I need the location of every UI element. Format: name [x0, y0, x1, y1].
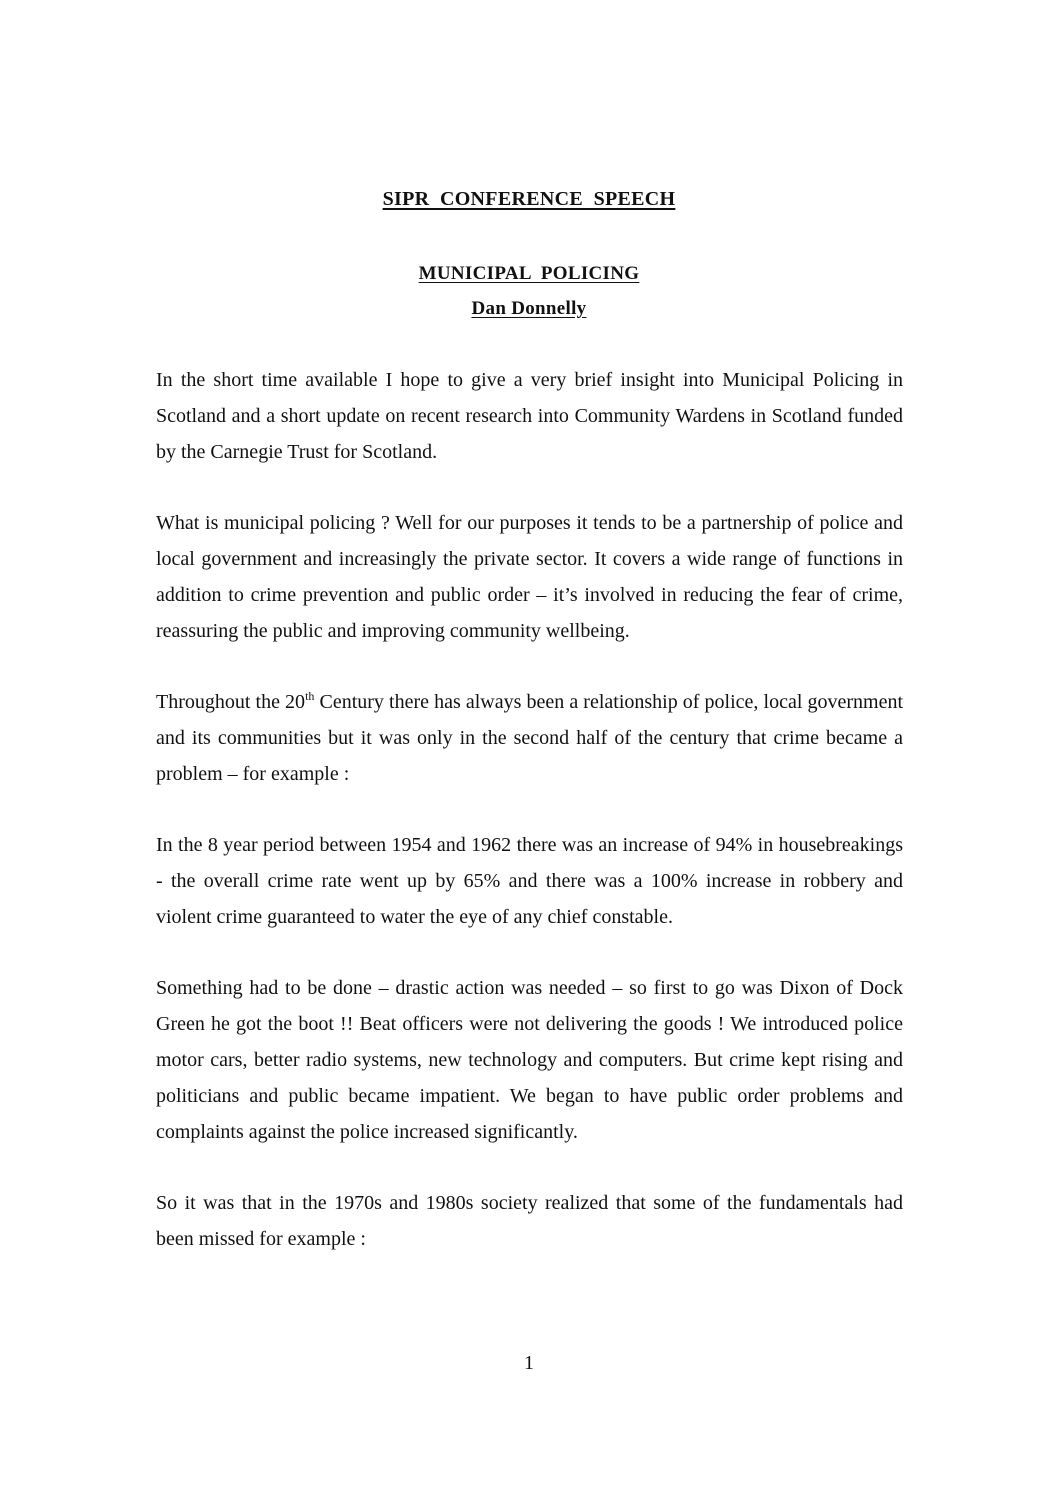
document-title: SIPR CONFERENCE SPEECH — [382, 188, 676, 210]
document-author: Dan Donnelly — [471, 298, 587, 319]
superscript-th: th — [305, 689, 315, 703]
paragraph-3-end: Century there has always been a relationship of police, local government and its communities but it was only in the second half of the century that crime became a problem – for example : — [156, 691, 904, 785]
paragraph-4: In the 8 year period between 1954 and 1962 there was an increase of 94% in housebreakings - the overall crime rate went up by 65% and there was a 100% increase in robbery and violent crime guaranteed to water the eye of any chief constable. — [156, 834, 903, 928]
paragraph-1: In the short time available I hope to give a very brief insight into Municipal Policing in Scotland and a short update on recent research into Community Wardens in Scotland funded by the Carnegie Trust for Scotland. — [156, 369, 903, 463]
paragraph-3 — [156, 684, 903, 792]
paragraph-6: So it was that in the 1970s and 1980s society realized that some of the fundamentals had been missed for example : — [156, 1192, 903, 1250]
paragraph-2: What is municipal policing ? Well for our purposes it tends to be a partnership of police and local government and increasingly the private sector. It covers a wide range of functions in addition to crime prevention and public order – it’s involved in reducing the fear of crime, reassuring the public and improving community wellbeing. — [156, 512, 903, 642]
document-subtitle: MUNICIPAL POLICING — [418, 263, 640, 284]
paragraph-5: Something had to be done – drastic action was needed – so first to go was Dixon of Dock Green he got the boot !! Beat officers were not delivering the goods ! We introduced police motor cars, better radio systems, new technology and computers. But crime kept rising and politicians and public became impatient. We began to have public order problems and complaints against the police increased significantly. — [156, 977, 903, 1143]
paragraph-3-start: Throughout the 20 — [156, 691, 306, 713]
page-number: 1 — [524, 1352, 534, 1374]
